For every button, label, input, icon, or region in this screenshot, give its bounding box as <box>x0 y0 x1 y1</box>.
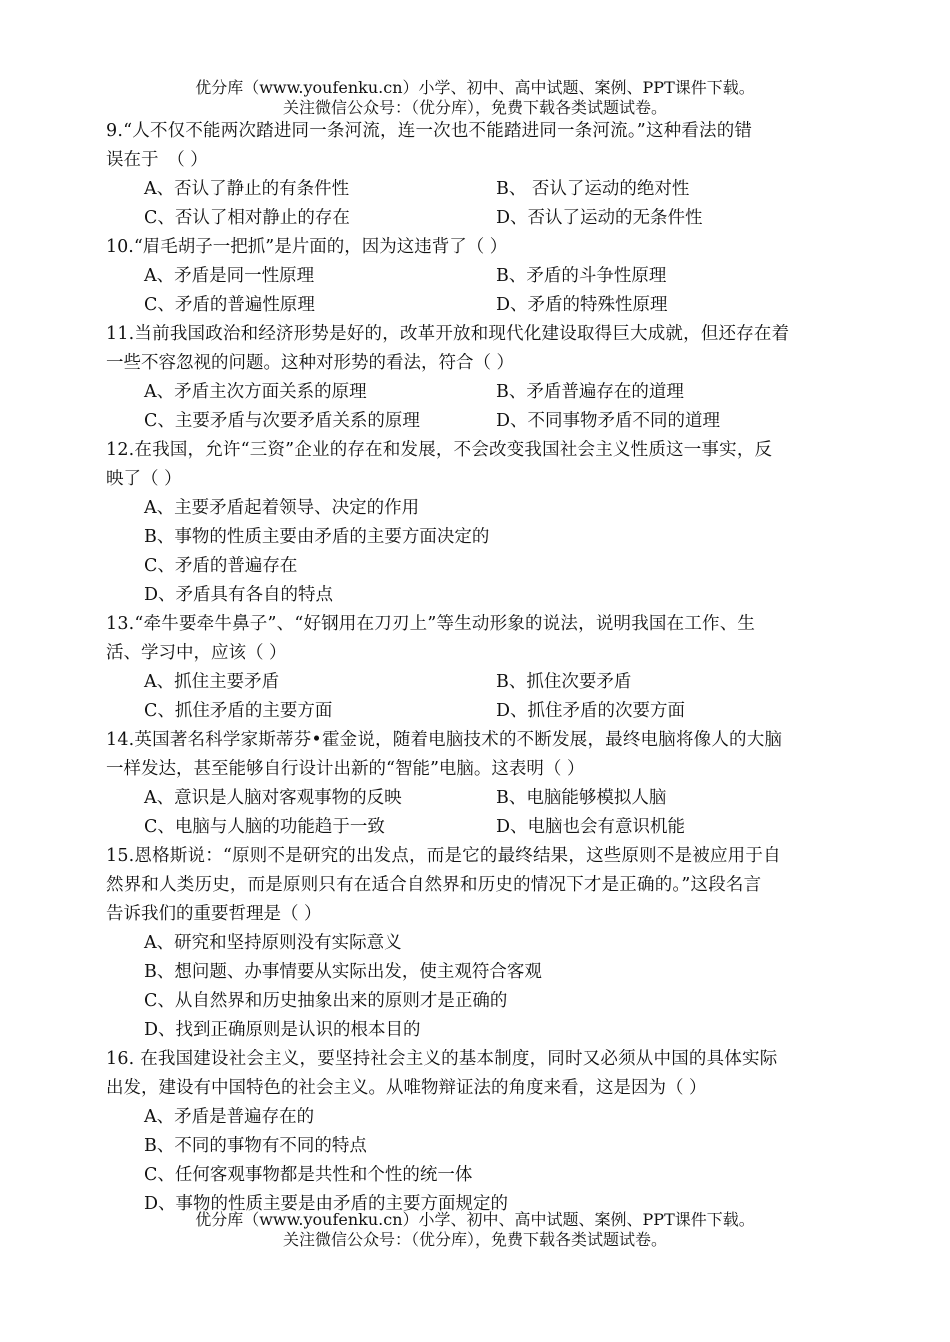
option-c: C、矛盾的普遍性原理 <box>144 295 315 315</box>
question-stem-line: 然界和人类历史，而是原则只有在适合自然界和历史的情况下才是正确的。”这段名言 <box>106 875 762 895</box>
option-b: B、矛盾普遍存在的道理 <box>496 382 684 402</box>
option-b: B、 否认了运动的绝对性 <box>496 179 690 199</box>
option-row <box>106 784 851 813</box>
question-9 <box>106 117 851 233</box>
option-d: D、矛盾的特殊性原理 <box>496 295 668 315</box>
option-c: C、从自然界和历史抽象出来的原则才是正确的 <box>144 991 508 1011</box>
option-c: C、矛盾的普遍存在 <box>144 556 298 576</box>
option-row <box>106 668 851 697</box>
option-a: A、矛盾是同一性原理 <box>144 266 315 286</box>
option-d: D、电脑也会有意识机能 <box>496 817 686 837</box>
question-10 <box>106 233 851 320</box>
option-b: B、事物的性质主要由矛盾的主要方面决定的 <box>144 527 490 547</box>
footer-line-2: 关注微信公众号：（优分库），免费下载各类试题试卷。 <box>282 1230 667 1249</box>
option-row <box>106 291 851 320</box>
option-a: A、否认了静止的有条件性 <box>144 179 350 199</box>
question-stem-line: 一些不容忽视的问题。这种对形势的看法，符合（ ） <box>106 353 515 373</box>
question-13 <box>106 610 851 726</box>
option-d: D、事物的性质主要是由矛盾的主要方面规定的 <box>144 1194 509 1214</box>
option-a: A、矛盾主次方面关系的原理 <box>144 382 367 402</box>
question-12 <box>106 436 851 610</box>
question-stem-line: 活、学习中，应该（ ） <box>106 643 287 663</box>
question-stem-line: 10.“眉毛胡子一把抓”是片面的，因为这违背了（ ） <box>106 237 508 257</box>
option-row <box>106 407 851 436</box>
option-b: B、抓住次要矛盾 <box>496 672 632 692</box>
option-b: B、想问题、办事情要从实际出发，使主观符合客观 <box>144 962 542 982</box>
option-d: D、矛盾具有各自的特点 <box>144 585 334 605</box>
question-15 <box>106 842 851 1045</box>
option-c: C、任何客观事物都是共性和个性的统一体 <box>144 1165 473 1185</box>
question-11 <box>106 320 851 436</box>
option-a: A、抓住主要矛盾 <box>144 672 280 692</box>
question-stem-line: 映了（ ） <box>106 469 182 489</box>
question-stem-line: 出发，建设有中国特色的社会主义。从唯物辩证法的角度来看，这是因为（ ） <box>106 1078 707 1098</box>
option-c: C、主要矛盾与次要矛盾关系的原理 <box>144 411 420 431</box>
option-a: A、主要矛盾起着领导、决定的作用 <box>144 498 420 518</box>
question-list <box>106 117 851 1219</box>
question-stem-line: 14.英国著名科学家斯蒂芬•霍金说，随着电脑技术的不断发展，最终电脑将像人的大脑 <box>106 730 783 750</box>
option-d: D、抓住矛盾的次要方面 <box>496 701 686 721</box>
question-stem-line: 误在于 （ ） <box>106 150 208 170</box>
question-stem-line: 一样发达，甚至能够自行设计出新的“智能”电脑。这表明（ ） <box>106 759 585 779</box>
option-d: D、不同事物矛盾不同的道理 <box>496 411 721 431</box>
question-stem-line: 告诉我们的重要哲理是（ ） <box>106 904 322 924</box>
header-line-1: 优分库（www.youfenku.cn）小学、初中、高中试题、案例、PPT课件下载。 <box>195 78 755 97</box>
question-stem-line: 12.在我国，允许“三资”企业的存在和发展，不会改变我国社会主义性质这一事实，反 <box>106 440 773 460</box>
option-a: A、意识是人脑对客观事物的反映 <box>144 788 402 808</box>
question-16 <box>106 1045 851 1219</box>
option-row <box>106 262 851 291</box>
option-b: B、矛盾的斗争性原理 <box>496 266 667 286</box>
question-14 <box>106 726 851 842</box>
option-a: A、研究和坚持原则没有实际意义 <box>144 933 402 953</box>
question-stem-line: 13.“牵牛要牵牛鼻子”、“好钢用在刀刃上”等生动形象的说法，说明我国在工作、生 <box>106 614 756 634</box>
option-row <box>106 697 851 726</box>
option-d: D、找到正确原则是认识的根本目的 <box>144 1020 421 1040</box>
footer-line-1: 优分库（www.youfenku.cn）小学、初中、高中试题、案例、PPT课件下载。 <box>195 1210 755 1229</box>
option-c: C、否认了相对静止的存在 <box>144 208 350 228</box>
option-row <box>106 378 851 407</box>
option-c: C、抓住矛盾的主要方面 <box>144 701 333 721</box>
question-stem-line: 15.恩格斯说：“原则不是研究的出发点，而是它的最终结果，这些原则不是被应用于自 <box>106 846 781 866</box>
option-row <box>106 204 851 233</box>
option-b: B、电脑能够模拟人脑 <box>496 788 667 808</box>
option-d: D、否认了运动的无条件性 <box>496 208 703 228</box>
question-stem-line: 11.当前我国政治和经济形势是好的，改革开放和现代化建设取得巨大成就，但还存在着 <box>106 324 790 344</box>
option-a: A、矛盾是普遍存在的 <box>144 1107 315 1127</box>
question-stem-line: 9.“人不仅不能两次踏进同一条河流，连一次也不能踏进同一条河流。”这种看法的错 <box>106 121 753 141</box>
option-row <box>106 175 851 204</box>
option-row <box>106 813 851 842</box>
option-c: C、电脑与人脑的功能趋于一致 <box>144 817 385 837</box>
option-b: B、不同的事物有不同的特点 <box>144 1136 367 1156</box>
question-stem-line: 16. 在我国建设社会主义，要坚持社会主义的基本制度，同时又必须从中国的具体实际 <box>106 1049 778 1069</box>
header-line-2: 关注微信公众号：（优分库），免费下载各类试题试卷。 <box>282 98 667 117</box>
